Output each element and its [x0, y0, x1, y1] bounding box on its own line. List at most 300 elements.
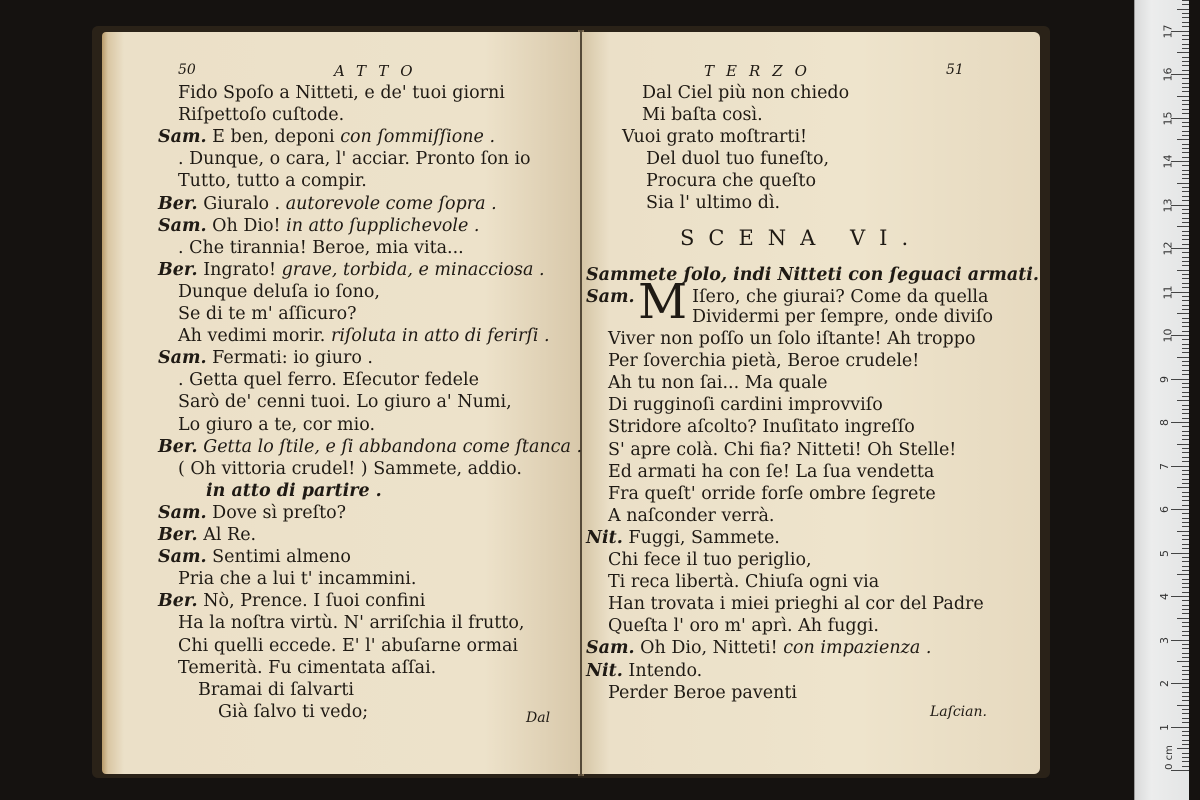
ruler-number: 17: [1161, 24, 1175, 38]
verse-text: Ti reca libertà. Chiuſa ogni via: [608, 572, 880, 593]
ruler-tick: [1182, 435, 1189, 436]
ruler-tick: [1182, 687, 1189, 688]
ruler-number: 10: [1161, 328, 1175, 343]
verse-text: Dunque deluſa io ſono,: [178, 281, 380, 302]
speaker-label: Nit.: [586, 660, 623, 681]
ruler-tick: [1182, 26, 1189, 27]
ruler-tick: [1182, 448, 1189, 449]
verse-text: Fido Spoſo a Nitteti, e de' tuoi giorni: [178, 83, 505, 103]
ruler-tick: [1182, 44, 1189, 45]
ruler-tick: [1182, 187, 1189, 188]
text-line: [158, 524, 256, 546]
text-line: [158, 126, 495, 148]
verse-text: E ben, deponi: [212, 127, 335, 148]
text-line: [178, 414, 375, 436]
text-line: [608, 394, 883, 416]
ruler-tick: [1177, 531, 1189, 532]
ruler-tick: [1177, 226, 1189, 227]
ruler-tick: [1177, 52, 1189, 53]
ruler-tick: [1182, 13, 1189, 14]
ruler-tick: [1182, 740, 1189, 741]
ruler-tick: [1182, 679, 1189, 680]
speaker-label: Sam.: [158, 127, 207, 148]
text-line: [608, 483, 936, 505]
ruler-tick: [1182, 322, 1189, 323]
right-page-number: 51: [946, 62, 964, 78]
speaker-label: Sam.: [158, 348, 207, 369]
verse-text: . Che tirannia! Beroe, mia vita...: [178, 237, 464, 258]
text-line: [178, 612, 524, 634]
ruler-tick: [1182, 592, 1189, 593]
ruler-tick: [1177, 574, 1189, 575]
ruler-number: 12: [1161, 241, 1175, 256]
ruler-tick: [1182, 148, 1189, 149]
speaker-label: Sam.: [158, 502, 207, 523]
left-page: [102, 32, 583, 774]
ruler-tick: [1182, 579, 1189, 580]
ruler-tick: [1182, 613, 1189, 614]
text-line: [158, 590, 425, 612]
ruler-tick: [1182, 283, 1189, 284]
ruler-tick: [1182, 274, 1189, 275]
verse-text: A naſconder verrà.: [608, 505, 775, 526]
ruler-tick: [1182, 244, 1189, 245]
verse-text: Nò, Prence. I ſuoi confini: [203, 591, 426, 612]
ruler-tick: [1182, 4, 1189, 5]
verse-text: Dove sì preſto?: [212, 502, 347, 523]
text-line: [178, 325, 550, 347]
measuring-ruler: [1134, 0, 1189, 800]
verse-text: Fra queſt' orride forſe ombre ſegrete: [608, 483, 936, 504]
text-line: [158, 347, 373, 369]
ruler-number: 9: [1158, 375, 1171, 383]
ruler-tick: [1182, 479, 1189, 480]
ruler-tick: [1182, 157, 1189, 158]
ruler-tick: [1182, 744, 1189, 745]
speaker-label: Ber.: [158, 436, 198, 457]
ruler-tick: [1182, 570, 1189, 571]
right-page: [582, 32, 1040, 774]
ruler-tick: [1182, 383, 1189, 384]
verse-text: Temerità. Fu cimentata aſſai.: [178, 657, 437, 678]
ruler-tick: [1182, 113, 1189, 114]
verse-text: Viver non poſſo un ſolo iſtante! Ah troppo: [608, 329, 976, 349]
ruler-tick: [1182, 600, 1189, 601]
ruler-tick: [1182, 61, 1189, 62]
text-line: [198, 679, 354, 701]
stage-direction: con ſommiſſione .: [340, 127, 496, 148]
ruler-tick: [1182, 670, 1189, 671]
ruler-tick: [1171, 683, 1189, 684]
ruler-tick: [1182, 544, 1189, 545]
ruler-tick: [1182, 144, 1189, 145]
ruler-tick: [1171, 422, 1189, 423]
ruler-tick: [1182, 492, 1189, 493]
ruler-tick: [1182, 365, 1189, 366]
ruler-tick: [1182, 522, 1189, 523]
verse-text: Riſpettoſo cuſtode.: [178, 105, 345, 126]
ruler-tick: [1171, 379, 1189, 380]
ruler-tick: [1177, 9, 1189, 10]
text-line: [608, 439, 956, 461]
stage-direction: Getta lo ſtile, e ſi abbandona come ſtanca .: [203, 436, 583, 457]
ruler-tick: [1182, 539, 1189, 540]
ruler-tick: [1182, 300, 1189, 301]
ruler-tick: [1182, 126, 1189, 127]
ruler-tick: [1182, 265, 1189, 266]
ruler-tick: [1182, 648, 1189, 649]
ruler-tick: [1182, 339, 1189, 340]
ruler-tick: [1182, 326, 1189, 327]
ruler-tick: [1182, 718, 1189, 719]
ruler-tick: [1182, 535, 1189, 536]
text-line: [608, 571, 879, 593]
ruler-tick: [1182, 309, 1189, 310]
aria-line: Mi baſta così.: [642, 105, 763, 125]
ruler-tick: [1182, 666, 1189, 667]
left-page-number: 50: [178, 62, 196, 78]
ruler-tick: [1182, 374, 1189, 375]
ruler-tick: [1177, 183, 1189, 184]
ruler-tick: [1182, 109, 1189, 110]
speaker-label: Ber.: [158, 193, 198, 214]
ruler-tick: [1182, 622, 1189, 623]
text-line: [586, 637, 931, 659]
ruler-tick: [1182, 174, 1189, 175]
text-line: [178, 170, 367, 192]
ruler-tick: [1182, 566, 1189, 567]
ruler-tick: [1182, 370, 1189, 371]
verse-text: Già ſalvo ti vedo;: [218, 701, 369, 722]
ruler-tick: [1182, 713, 1189, 714]
aria-line: Sia l' ultimo dì.: [646, 193, 781, 213]
ruler-tick: [1182, 83, 1189, 84]
ruler-tick: [1177, 357, 1189, 358]
ruler-tick: [1182, 318, 1189, 319]
ruler-tick: [1182, 413, 1189, 414]
text-line: [158, 436, 582, 458]
text-line: [608, 461, 934, 483]
ruler-tick: [1182, 457, 1189, 458]
right-running-head: TERZO: [704, 62, 819, 80]
text-line: [586, 660, 702, 682]
scene-heading: Sammete ſolo, indi Nitteti con ſeguaci armati.: [586, 265, 1040, 285]
speaker-label: Sam.: [158, 215, 207, 236]
ruler-tick: [1182, 91, 1189, 92]
ruler-number: 7: [1158, 462, 1171, 470]
ruler-tick: [1182, 252, 1189, 253]
verse-text: . Dunque, o cara, l' acciar. Pronto ſon io: [178, 149, 531, 170]
ruler-number: 4: [1158, 593, 1171, 600]
ruler-tick: [1182, 452, 1189, 453]
ruler-tick: [1182, 587, 1189, 588]
text-line: [178, 369, 479, 391]
ruler-tick: [1182, 278, 1189, 279]
ruler-tick: [1182, 505, 1189, 506]
ruler-tick: [1182, 131, 1189, 132]
text-line: [158, 502, 346, 524]
verse-text: Chi quelli eccede. E' l' abuſarne ormai: [178, 635, 519, 656]
ruler-tick: [1182, 653, 1189, 654]
ruler-tick: [1182, 500, 1189, 501]
ruler-tick: [1182, 387, 1189, 388]
text-line: [178, 148, 531, 170]
ruler-unit-label: 0 cm: [1163, 745, 1175, 770]
aria-line: Dal Ciel più non chiedo: [642, 83, 850, 103]
text-line: [178, 281, 380, 303]
ruler-tick: [1182, 100, 1189, 101]
ruler-number: 11: [1161, 285, 1175, 299]
ruler-tick: [1182, 231, 1189, 232]
ruler-tick: [1182, 735, 1189, 736]
ruler-tick: [1182, 470, 1189, 471]
drop-cap: M: [638, 274, 688, 330]
ruler-tick: [1182, 135, 1189, 136]
stage-direction: riſoluta in atto di ferirſi .: [330, 326, 550, 347]
scene-title: SCENA VI.: [680, 226, 923, 250]
ruler-tick: [1182, 78, 1189, 79]
ruler-tick: [1182, 605, 1189, 606]
ruler-tick: [1182, 644, 1189, 645]
ruler-tick: [1182, 483, 1189, 484]
ruler-tick: [1182, 526, 1189, 527]
ruler-tick: [1182, 222, 1189, 223]
ruler-number: 8: [1158, 419, 1171, 426]
verse-text: ( Oh vittoria crudel! ) Sammete, addio.: [178, 458, 522, 479]
speaker-label: Sam.: [158, 547, 207, 568]
text-line: [218, 701, 368, 723]
ruler-tick: [1182, 213, 1189, 214]
ruler-tick: [1182, 709, 1189, 710]
stage-direction: grave, torbida, e minacciosa .: [281, 259, 545, 280]
ruler-tick: [1182, 235, 1189, 236]
text-line: [158, 546, 351, 568]
verse-text: . Getta quel ferro. Eſecutor fedele: [178, 370, 479, 391]
ruler-tick: [1177, 270, 1189, 271]
aria-line: Procura che queſto: [646, 171, 816, 191]
ruler-tick: [1182, 191, 1189, 192]
ruler-tick: [1182, 766, 1189, 767]
ruler-tick: [1171, 596, 1189, 597]
left-running-head: ATTO: [334, 62, 425, 80]
ruler-tick: [1182, 257, 1189, 258]
ruler-tick: [1171, 640, 1189, 641]
ruler-tick: [1182, 170, 1189, 171]
ruler-tick: [1182, 631, 1189, 632]
verse-text: Perder Beroe paventi: [608, 682, 798, 703]
ruler-tick: [1177, 748, 1189, 749]
ruler-tick: [1182, 431, 1189, 432]
ruler-tick: [1182, 626, 1189, 627]
text-line: [692, 306, 993, 328]
right-catchword: Laſcian.: [930, 704, 987, 720]
verse-text: Se di te m' aſſicuro?: [178, 304, 357, 324]
ruler-tick: [1182, 696, 1189, 697]
ruler-tick: [1171, 727, 1189, 728]
speaker-label: Sam.: [586, 638, 635, 659]
ruler-tick: [1182, 513, 1189, 514]
ruler-tick: [1182, 296, 1189, 297]
ruler-tick: [1171, 770, 1189, 771]
ruler-number: 5: [1158, 549, 1171, 557]
ruler-tick: [1182, 87, 1189, 88]
ruler-tick: [1182, 426, 1189, 427]
ruler-tick: [1182, 609, 1189, 610]
ruler-tick: [1182, 305, 1189, 306]
ruler-tick: [1182, 692, 1189, 693]
speaker-label: Ber.: [158, 525, 198, 545]
text-line: [178, 237, 464, 259]
text-line: [178, 391, 512, 413]
ruler-tick: [1182, 348, 1189, 349]
verse-text: Iſero, che giurai? Come da quella: [692, 287, 989, 307]
verse-text: Ah tu non ſai... Ma quale: [608, 373, 828, 394]
ruler-tick: [1182, 439, 1189, 440]
ruler-tick: [1182, 761, 1189, 762]
ruler-number: 16: [1161, 67, 1175, 82]
ruler-tick: [1182, 178, 1189, 179]
ruler-tick: [1171, 553, 1189, 554]
ruler-number: 3: [1158, 636, 1171, 644]
ruler-tick: [1182, 518, 1189, 519]
verse-text: Oh Dio, Nitteti!: [640, 638, 778, 659]
stage-direction: autorevole come ſopra .: [285, 193, 497, 214]
text-line: [178, 104, 344, 126]
ruler-tick: [1182, 287, 1189, 288]
ruler-tick: [1177, 705, 1189, 706]
ruler-tick: [1182, 548, 1189, 549]
text-line: [608, 682, 797, 704]
ruler-tick: [1182, 22, 1189, 23]
verse-text: Oh Dio!: [212, 215, 281, 236]
text-line: [178, 635, 518, 657]
verse-text: Han trovata i miei prieghi al cor del Padre: [608, 594, 984, 615]
text-line: [608, 350, 919, 372]
ruler-tick: [1182, 261, 1189, 262]
speaker-label: Ber.: [158, 259, 198, 280]
text-line: [608, 505, 774, 527]
ruler-tick: [1182, 48, 1189, 49]
ruler-tick: [1182, 344, 1189, 345]
ruler-tick: [1182, 209, 1189, 210]
ruler-number: 6: [1158, 506, 1171, 513]
verse-text: Queſta l' oro m' aprì. Ah fuggi.: [608, 616, 879, 637]
ruler-tick: [1182, 757, 1189, 758]
verse-text: Ah vedimi morir.: [178, 326, 326, 347]
text-line: [158, 215, 479, 237]
text-line: [608, 549, 812, 571]
verse-text: Di rugginoſi cardini improvviſo: [608, 395, 883, 416]
text-line: [178, 657, 436, 679]
ruler-tick: [1182, 104, 1189, 105]
text-line: [608, 615, 879, 637]
text-line: [158, 193, 497, 215]
text-line: [178, 303, 357, 325]
ruler-tick: [1177, 618, 1189, 619]
verse-text: Pria che a lui t' incammini.: [178, 569, 417, 590]
stage-direction: in atto di partire .: [206, 480, 382, 501]
ruler-tick: [1177, 313, 1189, 314]
ruler-tick: [1182, 200, 1189, 201]
text-line: [608, 328, 975, 350]
text-line: [608, 416, 915, 438]
ruler-tick: [1171, 466, 1189, 467]
ruler-tick: [1182, 165, 1189, 166]
ruler-tick: [1182, 461, 1189, 462]
ruler-tick: [1182, 557, 1189, 558]
left-catchword: Dal: [526, 710, 551, 726]
verse-text: Sentimi almeno: [212, 547, 351, 568]
verse-text: Bramai di ſalvarti: [198, 679, 355, 700]
aria-line: Vuoi grato moſtrarti!: [622, 127, 808, 147]
ruler-tick: [1182, 0, 1189, 1]
ruler-tick: [1177, 139, 1189, 140]
verse-text: Fermati: io giuro .: [212, 348, 373, 369]
verse-text: Sarò de' cenni tuoi. Lo giuro a' Numi,: [178, 392, 512, 413]
text-line: [586, 527, 780, 549]
verse-text: Ha la noſtra virtù. N' arriſchia il frutto,: [178, 613, 525, 634]
ruler-tick: [1182, 418, 1189, 419]
ruler-tick: [1182, 583, 1189, 584]
ruler-tick: [1182, 474, 1189, 475]
text-line: [608, 593, 984, 615]
text-line: [206, 480, 382, 502]
ruler-tick: [1182, 361, 1189, 362]
text-line: [586, 286, 988, 308]
ruler-tick: [1182, 196, 1189, 197]
ruler-tick: [1177, 661, 1189, 662]
ruler-tick: [1182, 35, 1189, 36]
verse-text: Al Re.: [203, 525, 257, 545]
verse-text: Tutto, tutto a compir.: [178, 171, 367, 192]
ruler-number: 14: [1161, 154, 1175, 169]
speaker-label: Ber.: [158, 591, 198, 612]
ruler-tick: [1182, 635, 1189, 636]
verse-text: Fuggi, Sammete.: [628, 527, 780, 548]
ruler-tick: [1171, 509, 1189, 510]
ruler-tick: [1182, 496, 1189, 497]
ruler-tick: [1182, 218, 1189, 219]
text-line: [178, 82, 505, 104]
ruler-tick: [1182, 674, 1189, 675]
ruler-number: 15: [1161, 111, 1175, 125]
ruler-tick: [1182, 722, 1189, 723]
text-line: [158, 259, 545, 281]
ruler-tick: [1182, 352, 1189, 353]
ruler-tick: [1182, 700, 1189, 701]
verse-text: S' apre colà. Chi fia? Nitteti! Oh Stelle!: [608, 439, 957, 460]
ruler-tick: [1182, 331, 1189, 332]
verse-text: Ingrato!: [203, 259, 277, 280]
ruler-tick: [1182, 396, 1189, 397]
ruler-tick: [1182, 70, 1189, 71]
ruler-tick: [1182, 152, 1189, 153]
verse-text: Per ſoverchia pietà, Beroe crudele!: [608, 351, 920, 372]
verse-text: Ed armati ha con ſe! La ſua vendetta: [608, 461, 935, 482]
ruler-tick: [1182, 122, 1189, 123]
ruler-tick: [1182, 39, 1189, 40]
verse-text: Dividermi per ſempre, onde diviſo: [692, 307, 993, 327]
ruler-tick: [1182, 561, 1189, 562]
ruler-tick: [1182, 239, 1189, 240]
speaker-label: Nit.: [586, 527, 623, 548]
ruler-tick: [1182, 409, 1189, 410]
verse-text: Giuralo .: [203, 193, 281, 214]
ruler-tick: [1182, 65, 1189, 66]
text-line: [178, 568, 416, 590]
ruler-tick: [1177, 96, 1189, 97]
ruler-tick: [1182, 392, 1189, 393]
